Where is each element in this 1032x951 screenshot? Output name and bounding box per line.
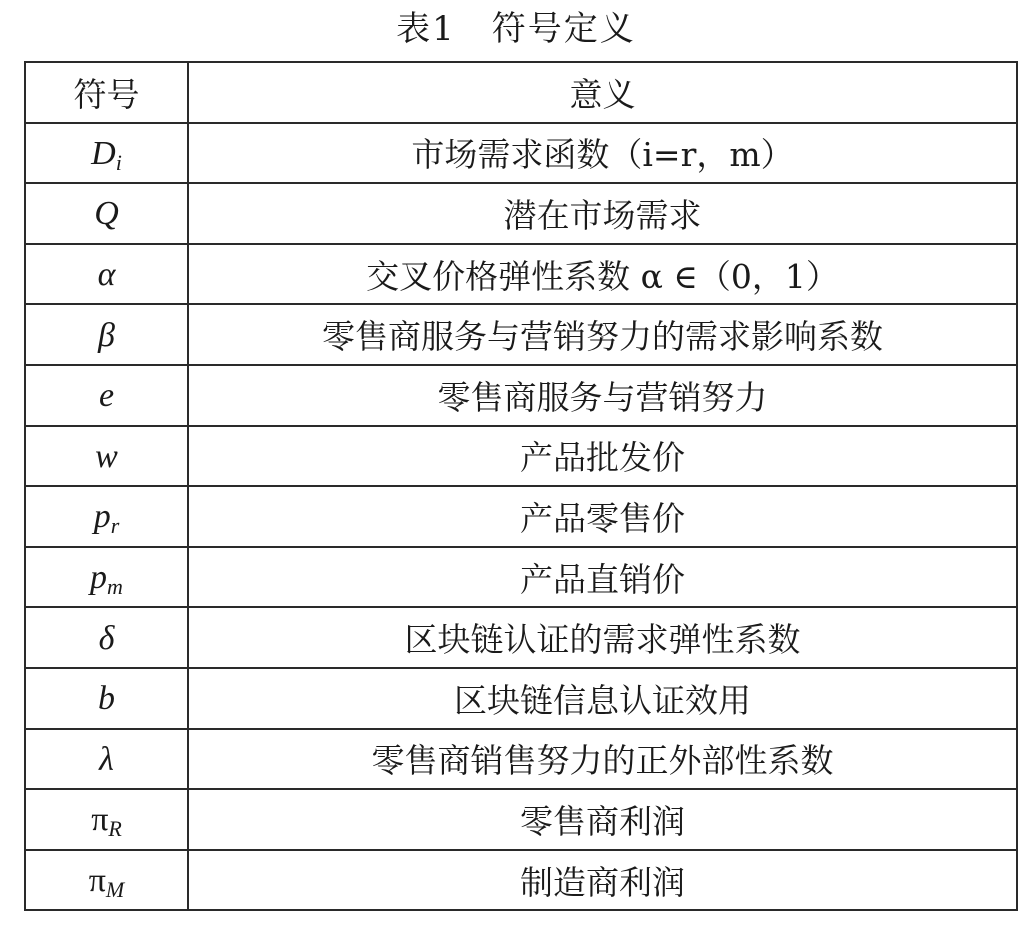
- symbol-cell: [25, 668, 188, 729]
- table-row: [25, 729, 1017, 790]
- symbol-cell: [25, 547, 188, 608]
- symbol-subscript: M: [105, 877, 125, 903]
- meaning-cell: 产品直销价: [188, 547, 1017, 608]
- symbol-base: β: [98, 316, 115, 354]
- symbol-cell: [25, 244, 188, 305]
- header-symbol: 符号: [25, 62, 188, 123]
- symbol-subscript: i: [115, 149, 122, 175]
- symbol-cell: [25, 789, 188, 850]
- meaning-cell: 市场需求函数（i=r，m）: [188, 123, 1017, 184]
- meaning-cell: 零售商服务与营销努力的需求影响系数: [188, 304, 1017, 365]
- meaning-cell: 产品批发价: [188, 426, 1017, 487]
- symbol-cell: [25, 304, 188, 365]
- symbol-cell: [25, 607, 188, 668]
- symbol-cell: [25, 729, 188, 790]
- symbol-base: w: [95, 437, 118, 475]
- meaning-cell: 零售商利润: [188, 789, 1017, 850]
- symbol-cell: [25, 426, 188, 487]
- table-row: [25, 365, 1017, 426]
- table-row: [25, 426, 1017, 487]
- symbol-base: b: [98, 680, 115, 718]
- meaning-cell: 交叉价格弹性系数 α ∈（0，1）: [188, 244, 1017, 305]
- symbol-cell: [25, 183, 188, 244]
- meaning-cell: 零售商服务与营销努力: [188, 365, 1017, 426]
- table-row: [25, 183, 1017, 244]
- symbol-base: e: [98, 377, 115, 415]
- meaning-cell: 潜在市场需求: [188, 183, 1017, 244]
- symbol-cell: [25, 123, 188, 184]
- symbol-cell: [25, 365, 188, 426]
- symbol-base: p: [93, 498, 111, 536]
- meaning-cell: 区块链信息认证效用: [188, 668, 1017, 729]
- table-row: [25, 789, 1017, 850]
- table-caption: 表1 符号定义: [396, 9, 636, 49]
- meaning-cell: 零售商销售努力的正外部性系数: [188, 729, 1017, 790]
- symbol-base: π: [88, 862, 106, 900]
- symbol-base: α: [97, 256, 116, 294]
- table-row: [25, 850, 1017, 911]
- symbol-base: p: [90, 559, 108, 597]
- table-row: [25, 668, 1017, 729]
- symbol-base: λ: [99, 740, 114, 778]
- symbol-cell: [25, 850, 188, 911]
- symbol-base: Q: [94, 195, 119, 233]
- symbol-base: π: [91, 801, 109, 839]
- table-row: [25, 244, 1017, 305]
- meaning-cell: 制造商利润: [188, 850, 1017, 911]
- table-header-row: [25, 62, 1017, 123]
- symbol-cell: [25, 486, 188, 547]
- header-meaning: 意义: [188, 62, 1017, 123]
- meaning-cell: 产品零售价: [188, 486, 1017, 547]
- symbol-subscript: r: [110, 513, 120, 539]
- meaning-cell: 区块链认证的需求弹性系数: [188, 607, 1017, 668]
- symbol-subscript: R: [108, 816, 122, 842]
- table-row: [25, 547, 1017, 608]
- symbol-subscript: m: [107, 574, 123, 600]
- table-row: [25, 123, 1017, 184]
- symbol-definition-table: [24, 61, 1018, 911]
- symbol-base: D: [91, 134, 116, 172]
- table-row: [25, 304, 1017, 365]
- symbol-base: δ: [98, 619, 115, 657]
- table-row: [25, 486, 1017, 547]
- table-row: [25, 607, 1017, 668]
